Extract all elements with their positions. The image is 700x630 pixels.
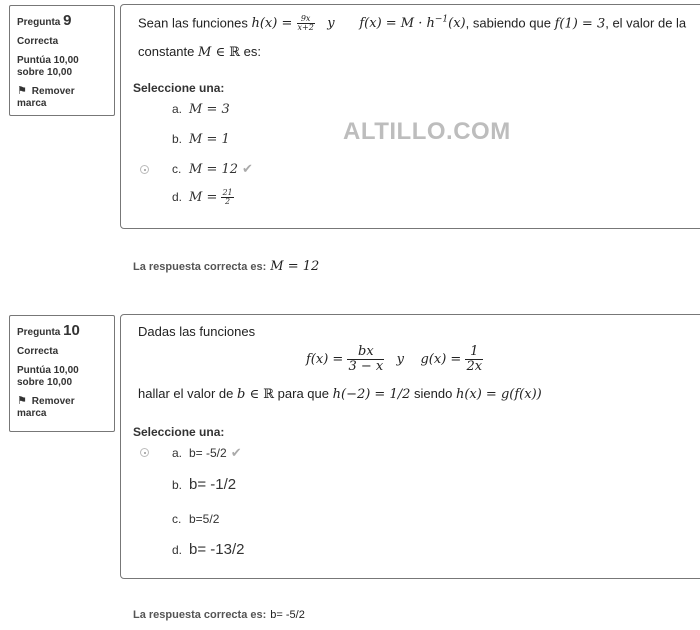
q9-info-box xyxy=(9,5,115,116)
q10-number: Pregunta 10 xyxy=(17,322,80,339)
radio-selected-icon[interactable] xyxy=(140,448,149,457)
flag-icon: ⚑ xyxy=(17,395,27,407)
q10-question-text-line1: Dadas las funciones xyxy=(138,324,256,339)
q9-right-answer: La respuesta correcta es: M = 12 xyxy=(133,259,320,274)
q9-flag-button[interactable]: ⚑ Remover marca xyxy=(17,85,75,110)
q9-state: Correcta xyxy=(17,36,59,47)
q9-option-b[interactable]: b. M = 1 xyxy=(172,132,230,147)
q9-prompt: Seleccione una: xyxy=(133,81,225,95)
q10-state: Correcta xyxy=(17,346,59,357)
q9-option-a[interactable]: a. M = 3 xyxy=(172,102,230,117)
q10-flag-button[interactable]: ⚑ Remover marca xyxy=(17,395,75,420)
q10-question-text-line3: hallar el valor de b ∈ ℝ para que h(−2) = 1/2 siendo h(x) = g(f(x)) xyxy=(138,386,542,402)
check-icon: ✔ xyxy=(230,445,242,460)
q9-option-c[interactable]: c. M = 12 ✔ xyxy=(172,161,253,177)
q9-number: Pregunta 9 xyxy=(17,12,72,29)
q9-grade: Puntúa 10,00 sobre 10,00 xyxy=(17,55,79,78)
q9-option-d[interactable]: d. M = $\frac{21}{2}$ xyxy=(172,188,233,207)
q10-option-d[interactable]: d. b= -13/2 xyxy=(172,541,245,558)
q9-question-text-line2: constante M ∈ ℝ es: xyxy=(138,44,261,60)
check-icon: ✔ xyxy=(242,161,253,176)
q9-question-text-line1: Sean las funciones h(x) = $\frac{9x}{x+2}$ y $f(x) = M \cdot h^{-1}(x)$, sabiendo que f(1) = 3, el valor de la xyxy=(138,14,687,33)
q10-option-b[interactable]: b. b= -1/2 xyxy=(172,476,237,493)
flag-icon: ⚑ xyxy=(17,85,27,97)
radio-selected-icon[interactable] xyxy=(140,165,149,174)
q10-grade: Puntúa 10,00 sobre 10,00 xyxy=(17,365,79,388)
watermark: ALTILLO.COM xyxy=(343,118,511,145)
q10-question-formula: f(x) = $\frac{bx}{3 - x}$ y g(x) = $\frac{1}{2x}$ xyxy=(306,344,483,374)
q9-option-d-value: M = $\frac{21}{2}$ xyxy=(189,188,233,207)
q10-info-box xyxy=(9,315,115,432)
q10-option-c[interactable]: c. b=5/2 xyxy=(172,512,220,526)
q10-right-answer: La respuesta correcta es: b= -5/2 xyxy=(133,609,305,621)
q10-option-a[interactable]: a. b= -5/2 ✔ xyxy=(172,445,242,460)
q10-prompt: Seleccione una: xyxy=(133,425,225,439)
